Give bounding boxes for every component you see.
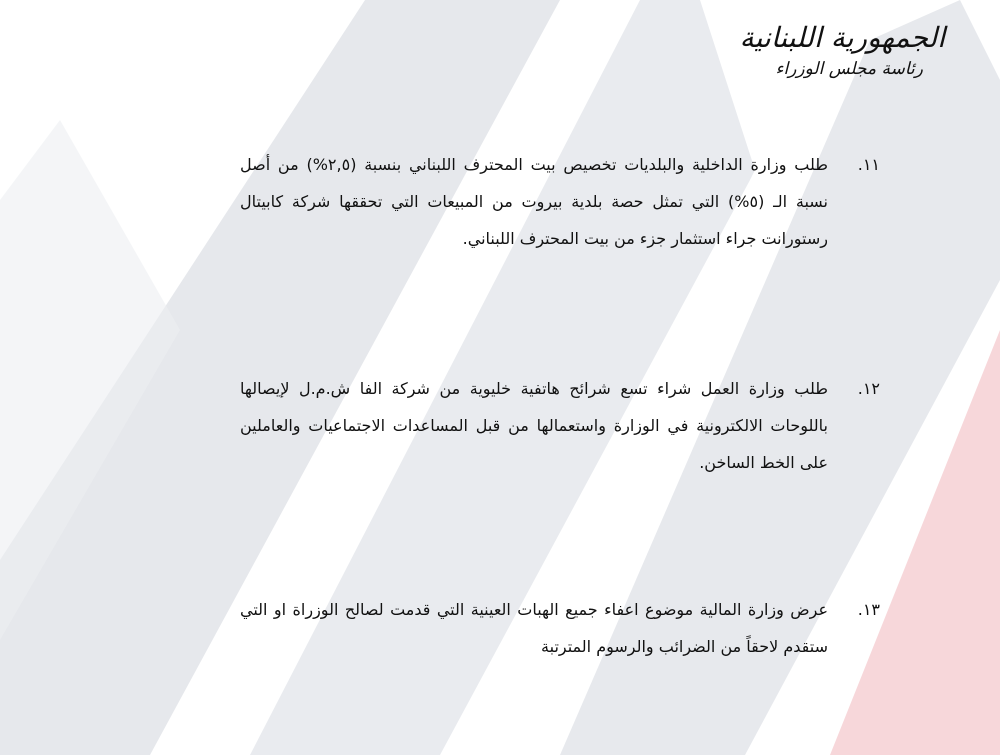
agenda-item-number: ١٣.: [857, 600, 880, 619]
letterhead-presidency: رئاسة مجلس الوزراء: [775, 59, 923, 79]
letterhead: [739, 18, 945, 80]
agenda-item-text: عرض وزارة المالية موضوع اعفاء جميع الهبات العينية التي قدمت لصالح الوزراة او التي ستقدم لاحقاً من الضرائب والرسوم المترتبة: [240, 600, 828, 656]
letterhead-republic: الجمهورية اللبنانية: [739, 21, 945, 54]
agenda-item-text: طلب وزارة العمل شراء تسع شرائح هاتفية خليوية من شركة الفا ش.م.ل لإيصالها باللوحات الالكترونية في الوزارة واستعمالها من قبل المساعدات الاجتماعيات والعاملين على الخط الساخن.: [240, 379, 828, 472]
agenda-item-number: ١٢.: [857, 379, 880, 398]
agenda-item-text: طلب وزارة الداخلية والبلديات تخصيص بيت المحترف اللبناني بنسبة (٢,٥%) من أصل نسبة الـ (٥%) التي تمثل حصة بلدية بيروت من المبيعات التي تحققها شركة كابيتال رستورانت جراء استثمار جزء من بيت المحترف اللبناني.: [240, 155, 829, 248]
agenda-item: [240, 591, 880, 665]
agenda-item: [240, 146, 880, 257]
agenda-item-number: ١١.: [857, 155, 880, 174]
agenda-item: [240, 370, 880, 481]
